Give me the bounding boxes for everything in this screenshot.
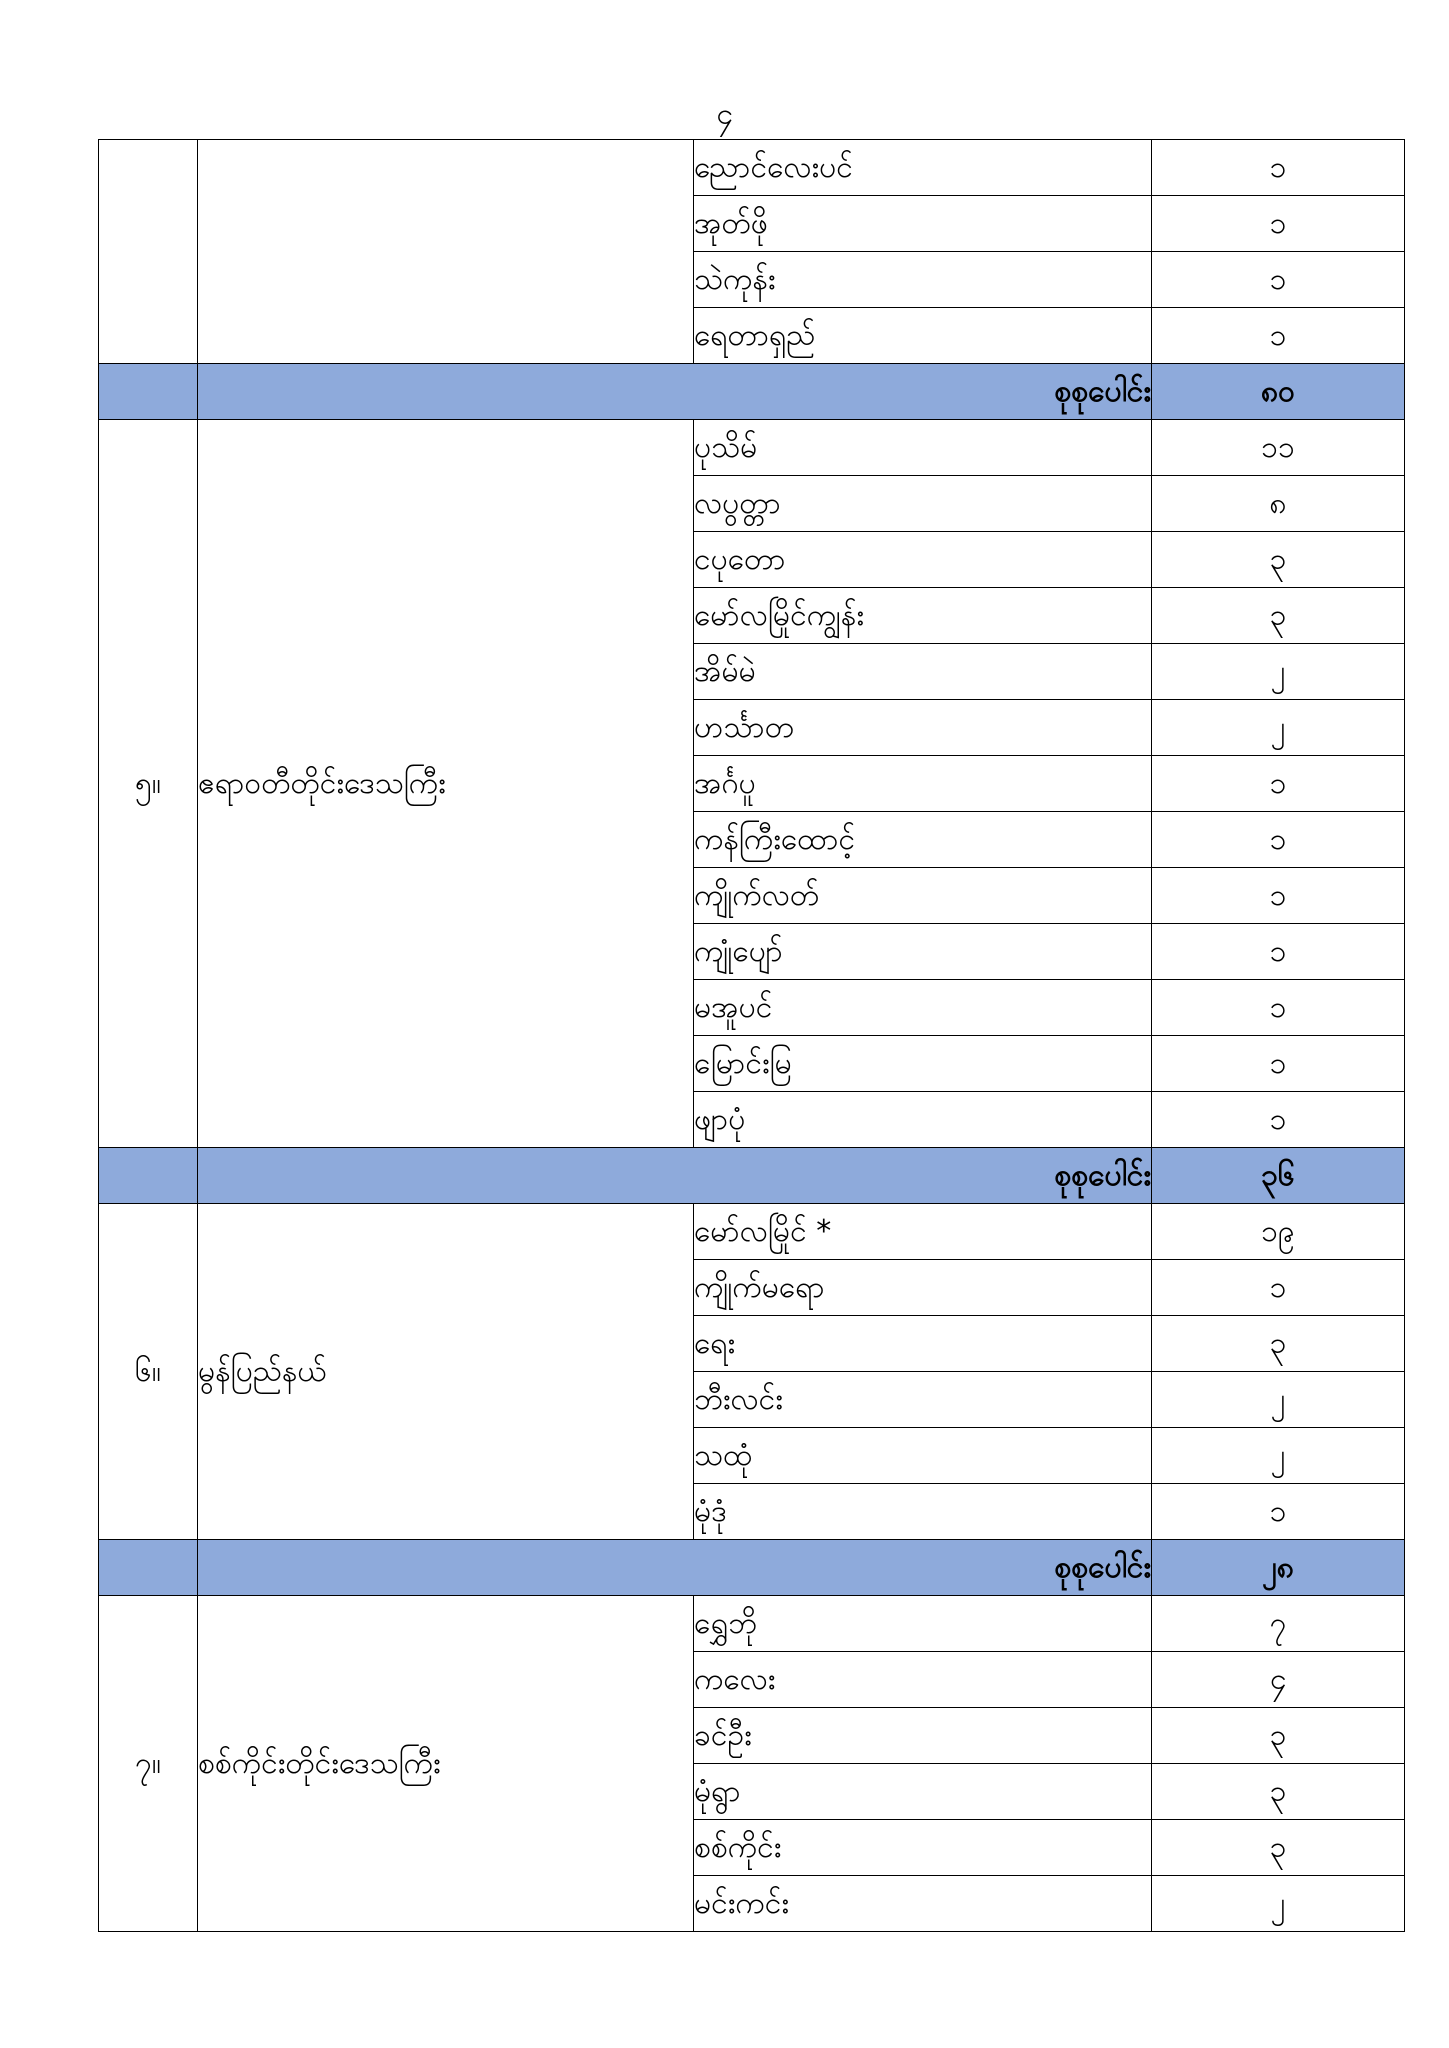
township-name: ခင်ဦး	[694, 1708, 1152, 1764]
township-count: ၃	[1152, 1708, 1405, 1764]
township-name: ကျုံပျော်	[694, 924, 1152, 980]
township-name: အုတ်ဖို	[694, 196, 1152, 252]
region-number	[99, 140, 198, 364]
township-count: ၁	[1152, 980, 1405, 1036]
township-count: ၄	[1152, 1652, 1405, 1708]
township-name: မော်လမြိုင်ကျွန်း	[694, 588, 1152, 644]
township-count: ၁	[1152, 1036, 1405, 1092]
region-name: စစ်ကိုင်းတိုင်းဒေသကြီး	[198, 1596, 694, 1932]
township-count: ၂	[1152, 1428, 1405, 1484]
township-name: လပွတ္တာ	[694, 476, 1152, 532]
township-count: ၁	[1152, 308, 1405, 364]
township-name: ဖျာပုံ	[694, 1092, 1152, 1148]
total-label: စုစုပေါင်း	[198, 1148, 1152, 1204]
township-name: မအူပင်	[694, 980, 1152, 1036]
total-row	[99, 364, 1405, 420]
region-name	[198, 140, 694, 364]
township-name: ဟင်္သာတ	[694, 700, 1152, 756]
township-count: ၃	[1152, 532, 1405, 588]
township-count: ၃	[1152, 1316, 1405, 1372]
township-count: ၇	[1152, 1596, 1405, 1652]
total-value: ၃၆	[1152, 1148, 1405, 1204]
township-name: ညောင်လေးပင်	[694, 140, 1152, 196]
township-count: ၁	[1152, 1484, 1405, 1540]
total-label: စုစုပေါင်း	[198, 364, 1152, 420]
township-name: ငပုတော	[694, 532, 1152, 588]
total-value: ၂၈	[1152, 1540, 1405, 1596]
township-name: မော်လမြိုင် *	[694, 1204, 1152, 1260]
total-empty-cell	[99, 364, 198, 420]
township-count: ၁	[1152, 756, 1405, 812]
total-empty-cell	[99, 1540, 198, 1596]
township-name: သဲကုန်း	[694, 252, 1152, 308]
township-count: ၂	[1152, 700, 1405, 756]
region-number: ၅။	[99, 420, 198, 1148]
township-name: မြောင်းမြ	[694, 1036, 1152, 1092]
township-count: ၁၉	[1152, 1204, 1405, 1260]
township-name: မုံဒုံ	[694, 1484, 1152, 1540]
total-label: စုစုပေါင်း	[198, 1540, 1152, 1596]
total-row	[99, 1540, 1405, 1596]
township-count: ၃	[1152, 1764, 1405, 1820]
township-name: ကလေး	[694, 1652, 1152, 1708]
township-count: ၃	[1152, 588, 1405, 644]
township-count: ၁၁	[1152, 420, 1405, 476]
township-count: ၁	[1152, 252, 1405, 308]
township-count: ၂	[1152, 1372, 1405, 1428]
township-name: စစ်ကိုင်း	[694, 1820, 1152, 1876]
township-count: ၁	[1152, 1260, 1405, 1316]
total-value: ၈၀	[1152, 364, 1405, 420]
township-name: ရေတာရှည်	[694, 308, 1152, 364]
township-name: ရေး	[694, 1316, 1152, 1372]
township-name: သထုံ	[694, 1428, 1152, 1484]
township-count: ၁	[1152, 924, 1405, 980]
region-number: ၆။	[99, 1204, 198, 1540]
total-empty-cell	[99, 1148, 198, 1204]
township-name: မုံရွာ	[694, 1764, 1152, 1820]
township-count: ၁	[1152, 140, 1405, 196]
page-number: ၄	[716, 97, 733, 132]
region-name: မွန်ပြည်နယ်	[198, 1204, 694, 1540]
total-row	[99, 1148, 1405, 1204]
township-name: အင်္ဂပူ	[694, 756, 1152, 812]
township-count: ၁	[1152, 1092, 1405, 1148]
township-name: ရွှေဘို	[694, 1596, 1152, 1652]
township-name: ပုသိမ်	[694, 420, 1152, 476]
table-row	[99, 1204, 1405, 1260]
township-name: အိမ်မဲ	[694, 644, 1152, 700]
region-number: ၇။	[99, 1596, 198, 1932]
township-count: ၃	[1152, 1820, 1405, 1876]
table-row	[99, 140, 1405, 196]
township-count: ၈	[1152, 476, 1405, 532]
township-count: ၁	[1152, 868, 1405, 924]
region-name: ဧရာဝတီတိုင်းဒေသကြီး	[198, 420, 694, 1148]
table-row	[99, 420, 1405, 476]
township-name: ကျိုက်မရော	[694, 1260, 1152, 1316]
township-count: ၂	[1152, 644, 1405, 700]
township-name: မင်းကင်း	[694, 1876, 1152, 1932]
township-count: ၂	[1152, 1876, 1405, 1932]
township-name: ဘီးလင်း	[694, 1372, 1152, 1428]
township-count-table	[98, 139, 1405, 1932]
table-row	[99, 1596, 1405, 1652]
township-name: ကန်ကြီးထောင့်	[694, 812, 1152, 868]
table-body	[99, 140, 1405, 1932]
township-name: ကျိုက်လတ်	[694, 868, 1152, 924]
township-count: ၁	[1152, 196, 1405, 252]
township-count: ၁	[1152, 812, 1405, 868]
